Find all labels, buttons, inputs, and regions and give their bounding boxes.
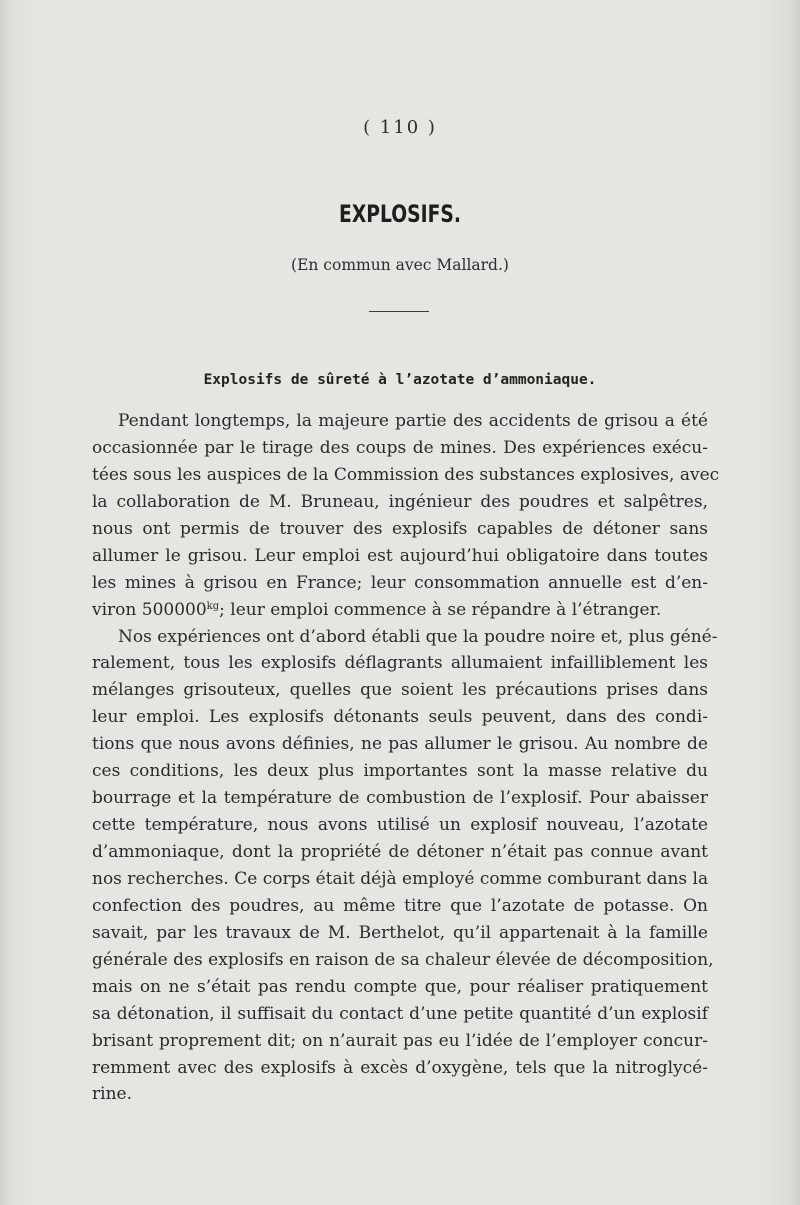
text-line: mais on ne s’était pas rendu compte que, pour réaliser pratiquement: [92, 976, 708, 997]
text-line: nous ont permis de trouver des explosifs capables de détoner sans: [92, 518, 708, 539]
page-number: ( 110 ): [363, 117, 437, 138]
text-line: Pendant longtemps, la majeure partie des accidents de grisou a été: [118, 411, 708, 431]
section-title: EXPLOSIFS.: [339, 200, 461, 228]
text-line: brisant proprement dit; on n’aurait pas eu l’idée de l’employer concur-: [92, 1030, 708, 1051]
text-line: générale des explosifs en raison de sa chaleur élevée de décomposition,: [92, 949, 714, 970]
text-line: remment avec des explosifs à excès d’oxygène, tels que la nitroglycé-: [92, 1057, 708, 1078]
unit-superscript: kg: [206, 600, 220, 612]
article-heading: Explosifs de sûreté à l’azotate d’ammoniaque.: [203, 372, 597, 388]
text-line: confection des poudres, au même titre que l’azotate de potasse. On: [92, 895, 708, 916]
text-line: allumer le grisou. Leur emploi est aujourd’hui obligatoire dans toutes: [92, 545, 708, 566]
text-fragment: ; leur emploi commence à se répandre à l’étranger.: [219, 599, 662, 620]
text-line: occasionnée par le tirage des coups de mines. Des expériences exécu-: [92, 437, 708, 458]
text-line: cette température, nous avons utilisé un explosif nouveau, l’azotate: [92, 815, 708, 836]
text-line: mélanges grisouteux, quelles que soient les précautions prises dans: [92, 680, 708, 701]
text-fragment: viron 500000: [92, 599, 207, 620]
text-line: rine.: [92, 1084, 132, 1105]
text-line: [92, 597, 708, 624]
text-line: nos recherches. Ce corps était déjà employé comme comburant dans la: [92, 868, 709, 889]
text-line: tions que nous avons définies, ne pas allumer le grisou. Au nombre de: [92, 734, 708, 755]
text-line: les mines à grisou en France; leur consommation annuelle est d’en-: [92, 572, 708, 593]
text-line: d’ammoniaque, dont la propriété de détoner n’était pas connue avant: [92, 842, 708, 862]
text-line: ralement, tous les explosifs déflagrants allumaient infailliblement les: [92, 653, 708, 674]
article-body: [92, 408, 720, 1108]
text-line: tées sous les auspices de la Commission des substances explosives, avec: [92, 464, 720, 485]
text-line: savait, par les travaux de M. Berthelot, qu’il appartenait à la famille: [92, 922, 708, 943]
text-line: sa détonation, il suffisait du contact d’une petite quantité d’un explosif: [92, 1003, 708, 1024]
text-line: ces conditions, les deux plus importantes sont la masse relative du: [92, 761, 708, 782]
text-line: Nos expériences ont d’abord établi que la poudre noire et, plus géné-: [118, 626, 718, 647]
title-rule: [369, 311, 429, 312]
text-line: bourrage et la température de combustion de l’explosif. Pour abaisser: [92, 788, 708, 809]
subtitle: (En commun avec Mallard.): [291, 256, 509, 274]
text-line: la collaboration de M. Bruneau, ingénieur des poudres et salpêtres,: [92, 491, 708, 512]
text-line: leur emploi. Les explosifs détonants seuls peuvent, dans des condi-: [92, 707, 708, 728]
